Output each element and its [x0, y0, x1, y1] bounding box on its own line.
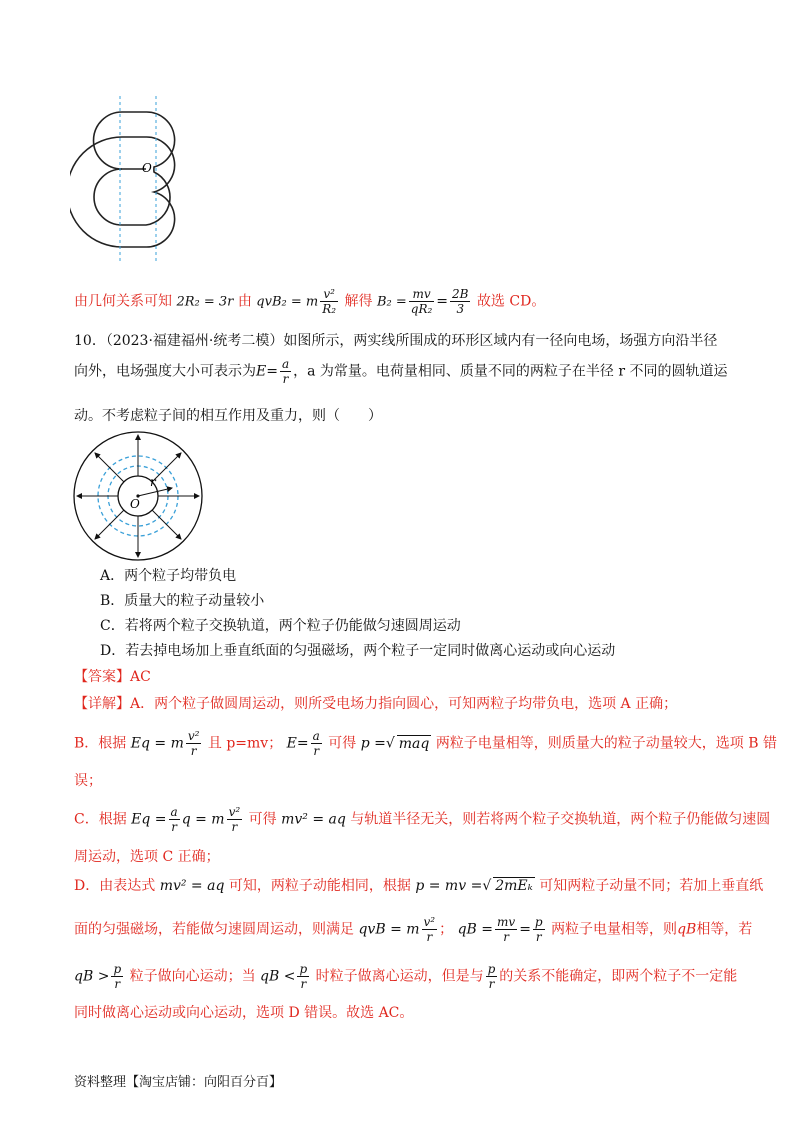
answer-value: AC: [130, 669, 151, 685]
eq-qvb2: qvB₂ = m: [256, 294, 319, 310]
solution-line-cd: 由几何关系可知 2R₂ = 3r 由 qvB₂ = m $\frac{\text{v²}}{\text{R₂}}$ 解得 B₂ = $\frac{mv}{\text{qR₂}}$ = $\frac{2B}{3}$ 故选 CD。: [74, 287, 546, 316]
detail-line-b2: 误；: [74, 773, 102, 789]
question-line-3: 动。不考虑粒子间的相互作用及重力，则（ ）: [74, 408, 382, 424]
detail-line-c: C．根据 Eq = $\frac{a}{r}$ q = m $\frac{\text{v²}}{r}$ 可得 mv² = aq 与轨道半径无关，则若将两个粒子交换轨道，两个粒子仍能做匀速圆: [74, 805, 771, 834]
question-line-2: 向外，电场强度大小可表示为E= $\frac{a}{r}$ ，a 为常量。电荷量相同、质量不同的两粒子在半径 r 不同的圆轨道运: [74, 357, 728, 386]
detail-line-d2: 面的匀强磁场，若能做匀速圆周运动，则满足 qvB = m $\frac{\text{v²}}{r}$ ； qB = $\frac{mv}{r}$ = $\frac{p}{r}$ 两粒子电量相等，则qB相等，若: [74, 915, 753, 944]
question-line-1: 10．（2023·福建福州·统考二模）如图所示，两实线所围成的环形区域内有一径向电场，场强方向沿半径: [74, 333, 718, 349]
detail-line-b: B．根据 Eq = m $\frac{\text{v²}}{r}$ 且 p=mv； E= $\frac{a}{r}$ 可得 p =√ maq 两粒子电量相等，则质量大的粒子动量较大，选项 B 错: [74, 729, 777, 758]
option-b: B．质量大的粒子动量较小: [100, 593, 265, 609]
option-a: A．两个粒子均带负电: [100, 568, 237, 584]
detail-line-d3: qB > $\frac{p}{r}$ 粒子做向心运动；当 qB < $\frac{p}{r}$ 时粒子做离心运动，但是与 $\frac{p}{r}$ 的关系不能确定，即两个粒子不一定能: [74, 962, 738, 991]
figure-loops: [70, 92, 200, 264]
text-mid1: 由: [237, 293, 252, 310]
fig2-radius-label: r: [150, 475, 156, 489]
text-prefix: 由几何关系可知: [74, 293, 172, 310]
frac-mv-qr2: $\frac{mv}{\text{qR₂}}$: [410, 287, 433, 316]
eq-2r2: 2R₂ = 3r: [176, 294, 234, 310]
detail-line-d: D．由表达式 mv² = aq 可知，两粒子动能相同，根据 p = mv =√ 2mEₖ 可知两粒子动量不同；若加上垂直纸: [74, 878, 764, 894]
fig2-origin-label: O: [130, 497, 140, 511]
answer-tag: 【答案】: [74, 669, 130, 685]
detail-line-d4: 同时做离心运动或向心运动，选项 D 错误。故选 AC。: [74, 1005, 414, 1021]
figure-radial-field: [68, 426, 208, 566]
option-d: D．若去掉电场加上垂直纸面的匀强磁场，两个粒子一定同时做离心运动或向心运动: [100, 643, 616, 659]
detail-tag: 【详解】: [74, 696, 130, 712]
text-suffix: 故选 CD。: [476, 293, 546, 310]
fig1-origin-label: O: [142, 161, 152, 175]
eq-b2: B₂ =: [376, 294, 407, 310]
answer-line: [74, 666, 151, 686]
frac-2b-3: $\frac{2B}{3}$: [452, 287, 469, 316]
text-mid2: 解得: [344, 293, 373, 310]
option-c: C．若将两个粒子交换轨道，两个粒子仍能做匀速圆周运动: [100, 618, 461, 634]
footer-note: 资料整理【淘宝店铺：向阳百分百】: [74, 1075, 283, 1090]
detail-line-c2: 周运动，选项 C 正确；: [74, 849, 220, 865]
detail-line-a: 【详解】A．两个粒子做圆周运动，则所受电场力指向圆心，可知两粒子均带负电，选项 A 正确；: [74, 696, 678, 712]
frac-v2-r2: $\frac{\text{v²}}{\text{R₂}}$: [322, 287, 337, 316]
